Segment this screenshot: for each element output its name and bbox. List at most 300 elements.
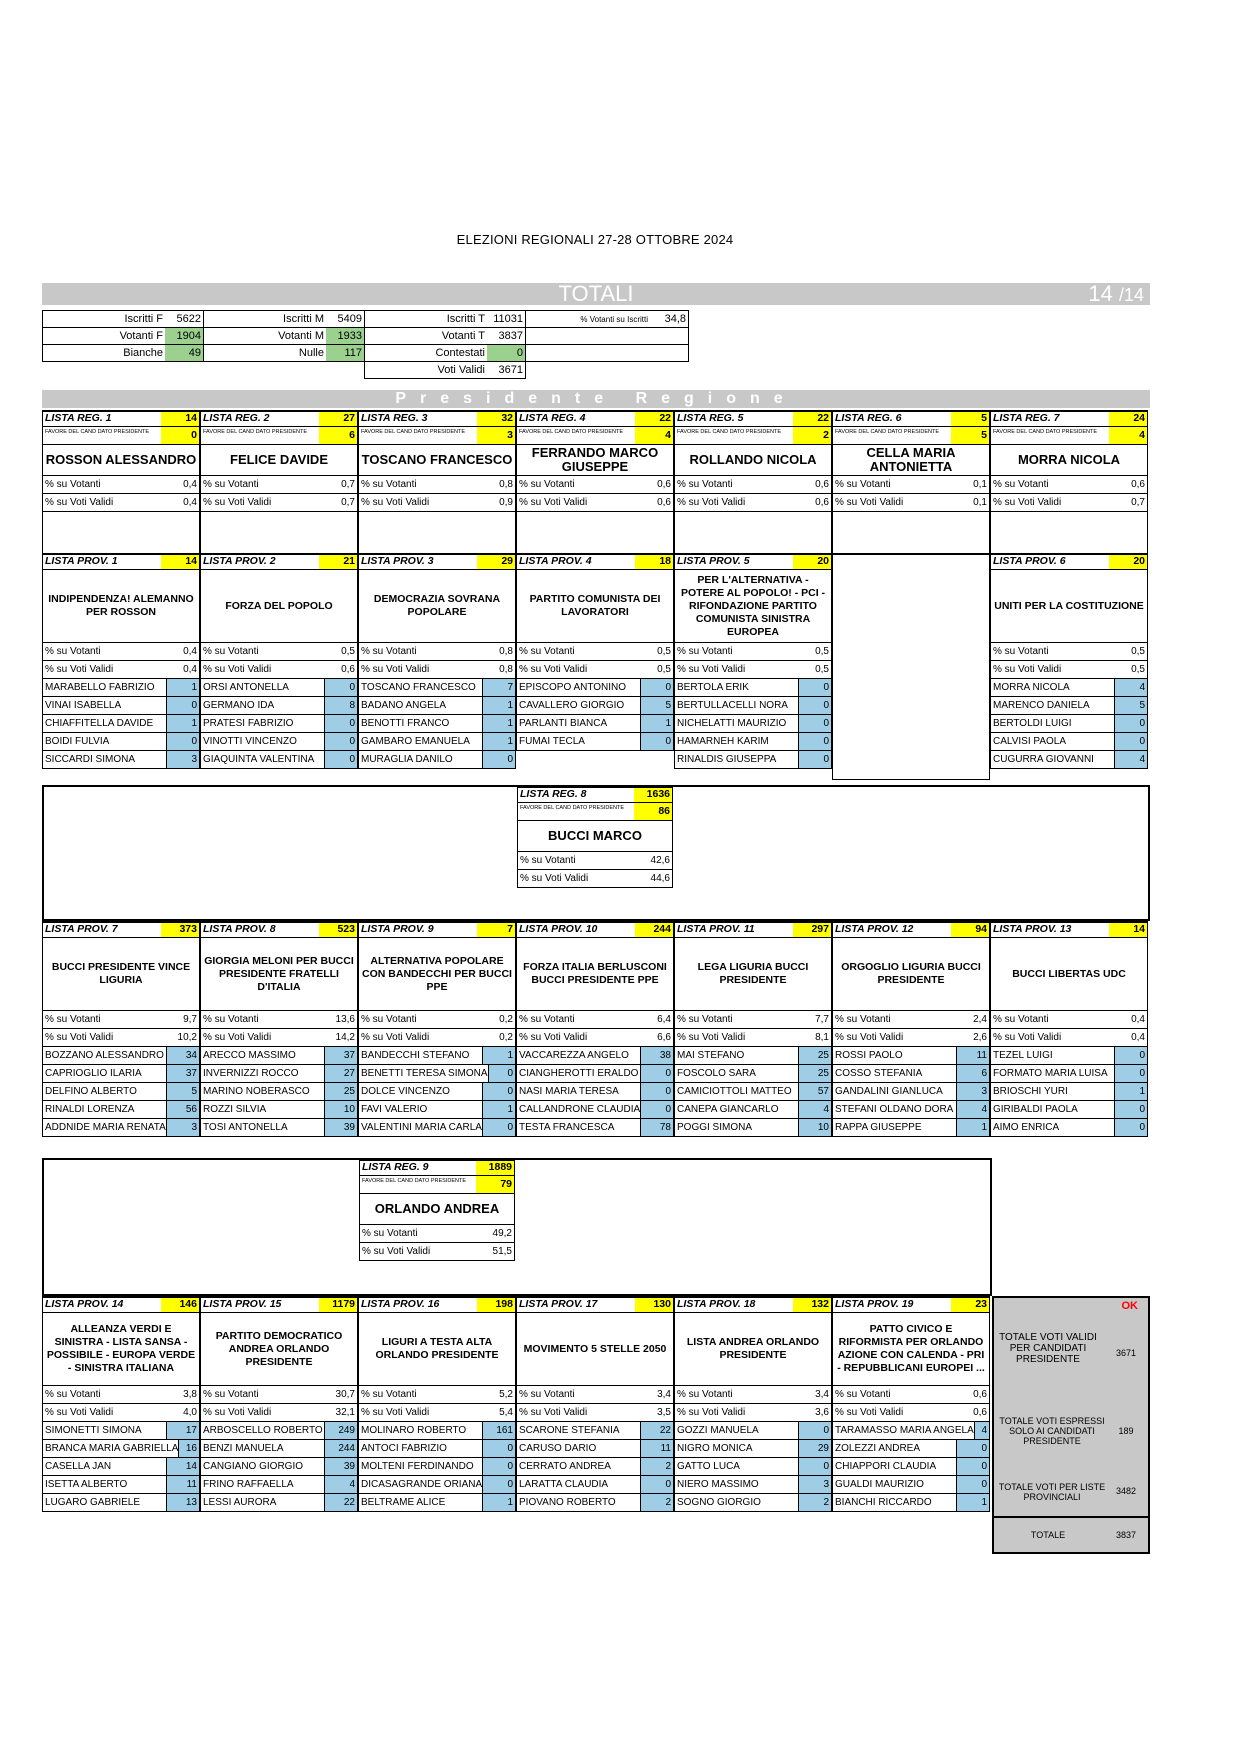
provincial-list-block: [42, 1296, 200, 1512]
candidate-row-votes: 0: [798, 715, 831, 732]
candidate-row-name: ROSSI PAOLO: [835, 1050, 903, 1061]
percentage-row: [675, 1386, 831, 1404]
percentage-value: 32,1: [335, 1407, 355, 1418]
candidate-row: [991, 1065, 1147, 1083]
summary-divider: [994, 1516, 1148, 1518]
percentage-row: [359, 1404, 515, 1422]
sections-count: 14: [1088, 281, 1113, 306]
iscritti-f-label: Iscritti F: [43, 311, 166, 328]
list-name: LISTA REG. 5: [677, 412, 744, 424]
candidate-row-votes: 0: [640, 1065, 673, 1082]
percentage-label: % su Voti Validi: [203, 497, 272, 508]
favore-row: [359, 427, 515, 445]
list-votes: 244: [635, 923, 673, 937]
percentage-row: [43, 1386, 199, 1404]
list-votes: 146: [161, 1298, 199, 1312]
candidate-row-name: MAI STEFANO: [677, 1050, 745, 1061]
totale-validi-label: TOTALE VOTI VALIDI PER CANDIDATI PRESIDENTE: [999, 1332, 1097, 1365]
candidate-row: [675, 733, 831, 751]
percentage-value: 42,6: [650, 855, 670, 866]
candidate-row-votes: 0: [798, 697, 831, 714]
list-name: LISTA PROV. 11: [677, 923, 755, 935]
candidate-row: [675, 1047, 831, 1065]
candidate-name: FERRANDO MARCO GIUSEPPE: [517, 445, 673, 476]
percentage-row: [517, 1404, 673, 1422]
party-name: ORGOGLIO LIGURIA BUCCI PRESIDENTE: [833, 938, 989, 1011]
percentage-label: % su Voti Validi: [45, 1032, 114, 1043]
favore-value: 5: [951, 427, 989, 444]
candidate-name: FELICE DAVIDE: [201, 445, 357, 476]
candidate-row: [359, 1047, 515, 1065]
candidate-row-name: FOSCOLO SARA: [677, 1068, 756, 1079]
percentage-row: [201, 643, 357, 661]
candidate-row-votes: 22: [640, 1422, 673, 1439]
candidate-row: [675, 1083, 831, 1101]
percentage-label: % su Voti Validi: [835, 1032, 904, 1043]
candidate-row: [359, 1101, 515, 1119]
percentage-row: [833, 1011, 989, 1029]
candidate-row-votes: 0: [482, 751, 515, 768]
percentage-row: [517, 1029, 673, 1047]
candidate-row-votes: 7: [482, 679, 515, 696]
percentage-value: 0,2: [499, 1014, 513, 1025]
percentage-label: % su Votanti: [993, 479, 1049, 490]
candidate-row-name: ORSI ANTONELLA: [203, 682, 289, 693]
candidate-row-votes: 0: [640, 679, 673, 696]
candidate-row-name: ADDNIDE MARIA RENATA: [45, 1122, 166, 1133]
party-name: PER L'ALTERNATIVA - POTERE AL POPOLO! - PCI - RIFONDAZIONE PARTITO COMUNISTA SINISTRA EUROPEA: [675, 570, 831, 643]
candidate-row-votes: 5: [166, 1083, 199, 1100]
percentage-label: % su Votanti: [45, 1389, 101, 1400]
candidate-row: [43, 1047, 199, 1065]
percentage-label: % su Voti Validi: [361, 1032, 430, 1043]
candidate-row-votes: 0: [324, 751, 357, 768]
candidate-row-name: GERMANO IDA: [203, 700, 275, 711]
list-votes: 22: [635, 412, 673, 426]
party-name: UNITI PER LA COSTITUZIONE: [991, 570, 1147, 643]
percentage-label: % su Votanti: [677, 1389, 733, 1400]
favore-row: [517, 427, 673, 445]
favore-label: FAVORE DEL CAND DATO PRESIDENTE: [361, 429, 466, 435]
percentage-row: [833, 476, 989, 494]
candidate-row: [675, 715, 831, 733]
percentage-row: [675, 1011, 831, 1029]
candidate-row: [517, 1422, 673, 1440]
percentage-label: % su Votanti: [361, 1014, 417, 1025]
percentage-value: 0,4: [1131, 1032, 1145, 1043]
candidate-row-name: BELTRAME ALICE: [361, 1497, 446, 1508]
percentage-label: % su Votanti: [993, 646, 1049, 657]
candidate-row-votes: 2: [798, 1494, 831, 1511]
favore-label: FAVORE DEL CAND DATO PRESIDENTE: [519, 429, 624, 435]
percentage-value: 6,6: [657, 1032, 671, 1043]
nulle-label: Nulle: [204, 345, 327, 362]
percentage-label: % su Votanti: [45, 479, 101, 490]
list-votes: 297: [793, 923, 831, 937]
candidate-row-name: POGGI SIMONA: [677, 1122, 753, 1133]
candidate-row-votes: 1: [482, 733, 515, 750]
percentage-row: [359, 494, 515, 512]
percentage-value: 5,2: [499, 1389, 513, 1400]
list-header: [201, 923, 357, 938]
percentage-value: 0,5: [657, 664, 671, 675]
candidate-row: [517, 1119, 673, 1137]
party-name: FORZA DEL POPOLO: [201, 570, 357, 643]
percentage-label: % su Votanti: [835, 1014, 891, 1025]
candidate-row: [359, 697, 515, 715]
list-header: [675, 923, 831, 938]
percentage-value: 0,8: [499, 646, 513, 657]
list-name: LISTA PROV. 3: [361, 555, 434, 567]
candidate-row: [201, 715, 357, 733]
percentage-row: [359, 476, 515, 494]
candidate-row: [201, 1083, 357, 1101]
list-votes: 20: [1109, 555, 1147, 569]
provincial-list-block: [358, 921, 516, 1137]
list-votes: 14: [161, 412, 199, 426]
percentage-row: [43, 1029, 199, 1047]
party-name: BUCCI LIBERTAS UDC: [991, 938, 1147, 1011]
candidate-row: [43, 1101, 199, 1119]
list-name: LISTA REG. 6: [835, 412, 902, 424]
candidate-row-name: GATTO LUCA: [677, 1461, 740, 1472]
candidate-row-name: TOSI ANTONELLA: [203, 1122, 288, 1133]
percentage-row: [201, 661, 357, 679]
votanti-m-label: Votanti M: [204, 328, 327, 345]
candidate-row-name: GAMBARO EMANUELA: [361, 736, 470, 747]
candidate-row: [517, 679, 673, 697]
favore-value: 4: [1109, 427, 1147, 444]
list-header: [991, 555, 1147, 570]
candidate-row-votes: 1: [956, 1494, 989, 1511]
percentage-value: 3,5: [657, 1407, 671, 1418]
candidate-row: [201, 1476, 357, 1494]
candidate-row-votes: 2: [640, 1494, 673, 1511]
candidate-row: [359, 733, 515, 751]
list-votes: 1179: [319, 1298, 357, 1312]
candidate-row-name: HAMARNEH KARIM: [677, 736, 769, 747]
percentage-row: [833, 1404, 989, 1422]
percentage-label: % su Voti Validi: [361, 664, 430, 675]
list-votes: 198: [477, 1298, 515, 1312]
candidate-row: [675, 697, 831, 715]
percentage-value: 0,6: [815, 479, 829, 490]
percentage-value: 0,7: [341, 479, 355, 490]
percentage-value: 0,5: [815, 664, 829, 675]
list-votes: 24: [1109, 412, 1147, 426]
candidate-row-name: BADANO ANGELA: [361, 700, 447, 711]
candidate-row: [833, 1083, 989, 1101]
candidate-row-votes: 17: [166, 1422, 199, 1439]
candidate-row-votes: 1: [482, 715, 515, 732]
percentage-value: 6,4: [657, 1014, 671, 1025]
list-name: LISTA REG. 1: [45, 412, 112, 424]
percentage-value: 3,4: [815, 1389, 829, 1400]
list-header: [675, 1298, 831, 1313]
percentage-row: [359, 661, 515, 679]
percentage-row: [517, 643, 673, 661]
candidate-row-votes: 0: [798, 1422, 831, 1439]
candidate-row-name: ANTOCI FABRIZIO: [361, 1443, 447, 1454]
candidate-row-name: BRIOSCHI YURI: [993, 1086, 1068, 1097]
percentage-value: 0,4: [183, 479, 197, 490]
percentage-value: 2,6: [973, 1032, 987, 1043]
percentage-value: 0,4: [183, 646, 197, 657]
percentage-label: % su Votanti: [835, 1389, 891, 1400]
candidate-row-name: BANDECCHI STEFANO: [361, 1050, 470, 1061]
candidate-row-votes: 0: [1114, 715, 1147, 732]
percentage-label: % su Votanti: [519, 1014, 575, 1025]
list-header: [201, 412, 357, 427]
percentage-value: 2,4: [973, 1014, 987, 1025]
candidate-row-votes: 0: [482, 1083, 515, 1100]
percentage-label: % su Voti Validi: [677, 497, 746, 508]
candidate-row-votes: 11: [956, 1047, 989, 1064]
candidate-row-votes: 0: [1114, 1101, 1147, 1118]
list-header: [991, 923, 1147, 938]
candidate-row: [359, 1440, 515, 1458]
favore-row: [201, 427, 357, 445]
list-name: LISTA PROV. 14: [45, 1298, 124, 1310]
candidate-row-name: VINOTTI VINCENZO: [203, 736, 297, 747]
percentage-value: 0,1: [973, 497, 987, 508]
candidate-row-votes: 4: [956, 1101, 989, 1118]
percentage-label: % su Voti Validi: [45, 497, 114, 508]
percentage-label: % su Votanti: [45, 1014, 101, 1025]
candidate-row: [675, 751, 831, 769]
contestati-label: Contestati: [365, 345, 488, 362]
candidate-row-name: FRINO RAFFAELLA: [203, 1479, 294, 1490]
candidate-row: [991, 751, 1147, 769]
percentage-value: 3,4: [657, 1389, 671, 1400]
favore-value: 79: [476, 1176, 514, 1193]
candidate-row: [991, 715, 1147, 733]
candidate-row-name: COSSO STEFANIA: [835, 1068, 923, 1079]
candidate-row: [517, 1458, 673, 1476]
provincial-list-block: [42, 921, 200, 1137]
percentage-value: 3,8: [183, 1389, 197, 1400]
provincial-list-block: [516, 921, 674, 1137]
candidate-row-name: CERRATO ANDREA: [519, 1461, 611, 1472]
candidate-row-votes: 0: [798, 1458, 831, 1475]
percentage-value: 4,0: [183, 1407, 197, 1418]
candidate-row-votes: 3: [166, 1119, 199, 1136]
candidate-row: [833, 1119, 989, 1137]
provincial-list-block: [832, 1296, 990, 1512]
regional-list-block: [832, 410, 990, 553]
party-name: LEGA LIGURIA BUCCI PRESIDENTE: [675, 938, 831, 1011]
candidate-row-name: DELFINO ALBERTO: [45, 1086, 137, 1097]
percentage-label: % su Voti Validi: [203, 1032, 272, 1043]
candidate-row-votes: 0: [482, 1119, 515, 1136]
candidate-row-votes: 5: [1114, 697, 1147, 714]
candidate-row-votes: 0: [482, 1458, 515, 1475]
list-header: [359, 923, 515, 938]
percentage-row: [359, 1011, 515, 1029]
percentage-row: [991, 661, 1147, 679]
percentage-row: [201, 1404, 357, 1422]
list-votes: 130: [635, 1298, 673, 1312]
percentage-row: [991, 643, 1147, 661]
candidate-row: [43, 1422, 199, 1440]
list-votes: 29: [477, 555, 515, 569]
percentage-value: 0,6: [973, 1389, 987, 1400]
favore-label: FAVORE DEL CAND DATO PRESIDENTE: [45, 429, 150, 435]
candidate-row-name: GIRIBALDI PAOLA: [993, 1104, 1078, 1115]
candidate-row-name: MOLINARO ROBERTO: [361, 1425, 467, 1436]
candidate-row: [675, 1458, 831, 1476]
party-name: PARTITO COMUNISTA DEI LAVORATORI: [517, 570, 673, 643]
candidate-row: [675, 1101, 831, 1119]
candidate-row: [201, 679, 357, 697]
candidate-row-name: SCARONE STEFANIA: [519, 1425, 620, 1436]
favore-label: FAVORE DEL CAND DATO PRESIDENTE: [835, 429, 940, 435]
candidate-row-name: BOIDI FULVIA: [45, 736, 110, 747]
provincial-list-block: [674, 1296, 832, 1512]
list-votes: 21: [319, 555, 357, 569]
candidate-row-name: BENETTI TERESA SIMONA: [361, 1068, 488, 1079]
percentage-row: [991, 1011, 1147, 1029]
candidate-row: [833, 1101, 989, 1119]
candidate-row-name: CALLANDRONE CLAUDIA: [519, 1104, 641, 1115]
party-name: ALTERNATIVA POPOLARE CON BANDECCHI PER BUCCI PPE: [359, 938, 515, 1011]
candidate-row-votes: 38: [640, 1047, 673, 1064]
summary-box: [992, 1296, 1150, 1554]
iscritti-t-value: 11031: [487, 311, 526, 328]
candidate-row-votes: 0: [324, 733, 357, 750]
candidate-row: [991, 1119, 1147, 1137]
percentage-value: 14,2: [335, 1032, 355, 1043]
empty-column: [832, 553, 990, 780]
candidate-row: [833, 1065, 989, 1083]
percentage-row: [43, 1404, 199, 1422]
candidate-row: [43, 715, 199, 733]
percentage-value: 44,6: [650, 873, 670, 884]
candidate-row: [43, 1119, 199, 1137]
percentage-row: [675, 476, 831, 494]
candidate-row-votes: 2: [640, 1458, 673, 1475]
list-votes: 20: [793, 555, 831, 569]
regional-list-block: [516, 410, 674, 553]
list-name: LISTA PROV. 1: [45, 555, 118, 567]
voti-validi-label: Voti Validi: [365, 362, 488, 379]
percentage-label: % su Votanti: [361, 1389, 417, 1400]
list-name: LISTA PROV. 7: [45, 923, 118, 935]
percentage-label: % su Votanti: [203, 479, 259, 490]
candidate-row-name: MORRA NICOLA: [993, 682, 1070, 693]
candidate-row-name: PARLANTI BIANCA: [519, 718, 608, 729]
percentage-value: 7,7: [815, 1014, 829, 1025]
list-header: [517, 412, 673, 427]
candidate-row: [517, 1083, 673, 1101]
candidate-row-votes: 0: [1114, 1119, 1147, 1136]
candidate-row-votes: 78: [640, 1119, 673, 1136]
candidate-row: [991, 679, 1147, 697]
candidate-row: [201, 1101, 357, 1119]
percentage-row: [675, 661, 831, 679]
list-votes: 5: [951, 412, 989, 426]
candidate-row: [517, 1047, 673, 1065]
candidate-row-votes: 161: [482, 1422, 515, 1439]
percentage-row: [359, 1029, 515, 1047]
candidate-row-name: INVERNIZZI ROCCO: [203, 1068, 299, 1079]
candidate-row-name: SOGNO GIORGIO: [677, 1497, 761, 1508]
candidate-row: [833, 1047, 989, 1065]
provincial-list-block: [358, 1296, 516, 1512]
candidate-row-name: PRATESI FABRIZIO: [203, 718, 294, 729]
iscritti-t-label: Iscritti T: [365, 311, 488, 328]
list-header: [675, 555, 831, 570]
candidate-row-votes: 0: [640, 1101, 673, 1118]
candidate-row: [359, 751, 515, 769]
list-votes: 94: [951, 923, 989, 937]
list-header: [833, 923, 989, 938]
candidate-row: [991, 1047, 1147, 1065]
candidate-row-votes: 29: [798, 1440, 831, 1457]
list-votes: 7: [477, 923, 515, 937]
candidate-row-votes: 0: [1114, 1065, 1147, 1082]
candidate-row-votes: 0: [798, 751, 831, 768]
percentage-label: % su Voti Validi: [519, 497, 588, 508]
candidate-row: [517, 1065, 673, 1083]
percentage-value: 13,6: [335, 1014, 355, 1025]
percentage-label: % su Votanti: [203, 646, 259, 657]
candidate-row: [201, 1440, 357, 1458]
bianche-value: 49: [165, 345, 204, 362]
candidate-row: [201, 1065, 357, 1083]
list-name: LISTA PROV. 5: [677, 555, 750, 567]
candidate-row-name: STEFANI OLDANO DORA: [835, 1104, 954, 1115]
percentage-row: [675, 494, 831, 512]
favore-label: FAVORE DEL CAND DATO PRESIDENTE: [520, 805, 625, 811]
percentage-value: 0,6: [341, 664, 355, 675]
percentage-label: % su Votanti: [519, 646, 575, 657]
candidate-row-votes: 11: [166, 1476, 199, 1493]
list-name: LISTA PROV. 4: [519, 555, 592, 567]
party-name: LISTA ANDREA ORLANDO PRESIDENTE: [675, 1313, 831, 1386]
candidate-row: [359, 1494, 515, 1512]
candidate-row: [43, 1476, 199, 1494]
candidate-row-name: CASELLA JAN: [45, 1461, 112, 1472]
candidate-row: [675, 1476, 831, 1494]
candidate-row: [991, 697, 1147, 715]
candidate-row: [43, 1440, 199, 1458]
percentage-label: % su Voti Validi: [519, 1032, 588, 1043]
percentage-value: 10,2: [177, 1032, 197, 1043]
candidate-row-votes: 0: [798, 733, 831, 750]
candidate-row-name: BERTOLDI LUIGI: [993, 718, 1072, 729]
percentage-row: [43, 1011, 199, 1029]
candidate-row-votes: 25: [324, 1083, 357, 1100]
candidate-row: [675, 1440, 831, 1458]
candidate-row-votes: 4: [1114, 751, 1147, 768]
candidate-row-votes: 11: [640, 1440, 673, 1457]
candidate-row-votes: 244: [324, 1440, 357, 1457]
list-name: LISTA PROV. 6: [993, 555, 1066, 567]
candidate-row-name: ZOLEZZI ANDREA: [835, 1443, 921, 1454]
percentage-value: 0,5: [815, 646, 829, 657]
totale-validi-value: 3671: [1115, 1348, 1137, 1358]
party-name: LIGURI A TESTA ALTA ORLANDO PRESIDENTE: [359, 1313, 515, 1386]
percentage-label: % su Voti Validi: [677, 1032, 746, 1043]
candidate-row-votes: 1: [1114, 1083, 1147, 1100]
candidate-row-votes: 39: [324, 1119, 357, 1136]
candidate-row-votes: 37: [324, 1047, 357, 1064]
document-title: ELEZIONI REGIONALI 27-28 OTTOBRE 2024: [456, 232, 734, 247]
percentage-row: [517, 661, 673, 679]
candidate-row: [359, 1119, 515, 1137]
candidate-row-votes: 57: [798, 1083, 831, 1100]
